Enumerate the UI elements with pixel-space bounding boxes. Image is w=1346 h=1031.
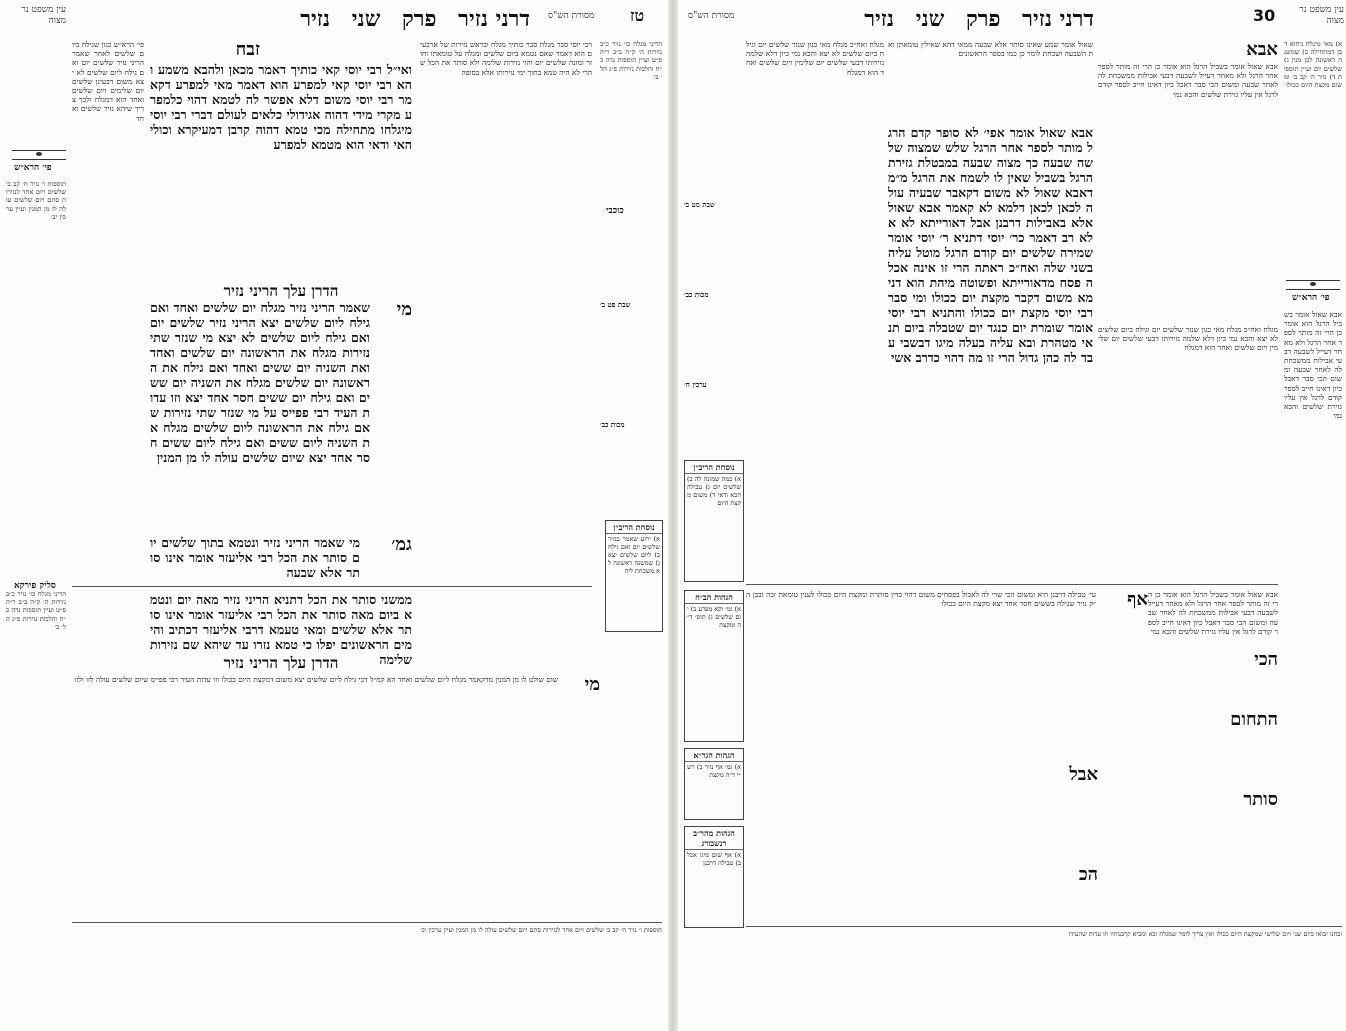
right-ranshburg-box: [684, 826, 744, 928]
right-masoret-header: מסורת הש"ס: [688, 11, 735, 21]
right-bach-box: [684, 590, 744, 742]
right-margin-outer: א) מאי מיגלח ניחוא דבן דמתחילה ב) שמשנה ראשונה לכן מנין ג) שלשים יום ועיין תוספות ד) נזיר ה׳ קב ב׳ ומשום מקצת היום ככולו: [1284, 40, 1342, 90]
left-footnote-rule: [72, 922, 662, 923]
left-hadran-title-1: הדרן עלך הריני נזיר: [223, 282, 339, 300]
side-label: מכות כב׳: [684, 290, 709, 299]
side-label: שבת פט ב׳: [600, 300, 631, 309]
rosh-heading: פי׳ הרא״ש: [1292, 293, 1330, 303]
right-lower-lead-word: אף: [1127, 589, 1148, 610]
left-tosafot-column: פי׳ הרא״ש כגון שגילח ביום שלשים לאחר שאמר הריני נזיר שלשים יום ואם גילח ליום שלשים לא יצא משום דבעינן שלשים יום שלימים ויום שלשים ואחד הוא דמגלח ולכך צריך שיהא נזיר שלשים ואחד: [72, 40, 144, 123]
header-word: נזיר: [864, 6, 895, 32]
left-main-text: ואי״ל רבי יוסי קאי כותיך דאמר מכאן ולהבא משמע והא רבי יוסי קאי למפרע הוא דאמר מאי למפרע דקאמר רבי יוסי משום דלא אפשר לה לטמא דהוי כלמפרע מקרי מידי דהוה אגידולי כלאים לעולם דברי רבי יוסי מיגלחו מתחילה מכי טמא דהוה קרבן דמעיקרא וכולי האי ודאי הוא מטמא למפרע: [150, 62, 412, 152]
right-gra-box: [684, 748, 744, 820]
right-rosh-column: אבא שאול אומר בשביל הרגל הוא אומר כן הרי זה מותר לספר אחר הרגל ולא מאחר דעייל לשבעה דבעי אבילות ממשכחת לה לאחר שבעה ומשום הכי סבר דאבל כיון דאינו חייב לספר קודם לרגל אין עליו גזירת שלשים והכא נמי: [1284, 310, 1342, 421]
right-lower-rashi: אבא שאול אומר בשביל הרגל הוא אומר כן הרי זה מותר לספר אחר הרגל ולא מאחר דעייל לשבעה דבעי אבילות ממשכחת לה לאחר שבעה ומשום הכי סבר דאבל כיון דאינו חייב לספר קודם לרגל אין עליו גזירת שלשים והכא נמי: [1148, 590, 1278, 636]
rosh-heading: פי׳ הרא״ש: [14, 163, 52, 173]
side-label: כוכבי: [606, 206, 624, 216]
right-footnotes: ובחנו יבואו ביום שני ויום שלישי שמקצת היום ככולו ואין צריך לומר שמגלח ובא ומביא קרבנותיו וזו עדות שהעידו: [1068, 930, 1342, 938]
right-rashi-column-cont: מגלח ואח״כ מגלח מאי כגון שנזר שלשים יום וגילח ביום שלשים לא יצא והכא נמי כיון דלא שלמה נזירותו דבעי שלשים יום שלימין ויום שלשים ואחד הוא דמגלח: [1098, 325, 1278, 353]
box-body: א) ירוע שאמר בנזיר שלשים יום ואם גילח ב) ליום שלשים יצא ג) שמשנה ראשונה לא משכחת ליה: [608, 535, 660, 575]
lower-lead-word: הכי: [1254, 649, 1278, 670]
box-body: א) גמ׳ אף נזיר ב) רש״י ד״ה מקצת: [687, 763, 741, 779]
right-intro-lead-word: אבא: [1246, 39, 1278, 60]
right-rashi-column: אבא שאול אומר בשביל הרגל הוא אומר כן הרי זה מותר לספר אחר הרגל ולא מאחר דעייל לשבעה דבעי אבילות ממשכחת לה לאחר שבעה ומשום הכי סבר דאבל כיון דאינו חייב לספר קודם לרגל אין עליו גזירת שלשים והכא נמי: [1098, 62, 1278, 99]
left-running-header: [230, 4, 530, 34]
box-title: הגהות הגר״א: [685, 749, 743, 762]
left-hadran-title-2: הדרן עלך הריני נזיר: [223, 654, 339, 672]
left-mishna-lead-word: מי: [396, 299, 412, 320]
lower-lead-word: התחום: [1230, 709, 1278, 730]
left-gemara-lead-word: גמ׳: [391, 534, 412, 555]
left-ein-mishpat-header: עין משפט נר מצוה: [21, 5, 66, 26]
header-word: שני: [351, 6, 381, 32]
right-tosafot-column: מגלח ואח״כ מגלח מאי כגון שנזר שלשים יום וגילח ביום שלשים לא יצא והכא נמי כיון דלא שלמה נזירותו דבעי שלשים יום שלימין ויום שלשים ואחד הוא דמגלח: [746, 40, 884, 77]
left-mishna-text: שאמר הריני נזיר מגלח יום שלשים ואחד ואם גילח ליום שלשים יצא הריני נזיר שלשים יום ואם גילח ליום שלשים לא יצא מי שנזר שתי נזירות מגלח את הראשונה יום שלשים ואחד ואת השניה יום ששים ואחד ואם גילח את הראשונה יום שלשים מגלח את השניה יום ששים ואם גילח יום ששים חסר אחד יצא וזו עדות העיד רבי פפייס על מי שנזר שתי נזירות שאם גילח את הראשונה ליום שלשים מגלח את השניה ליום ששים ואם גילח ליום ששים חסר אחד יצא שיום שלשים עולה לו מן המנין: [150, 300, 370, 465]
ornament-divider: [12, 150, 66, 160]
left-margin-right: הריני מגלח כו׳ נזיר כ״ב נזירות ה׳ ק״ה ב״ב ר״ה פ״ט ועיין תוספות נדה כ״ח והלכות נזירות פ״ג הל׳ ב׳: [600, 40, 662, 81]
side-label: מכות כב׳: [600, 420, 625, 429]
lower-lead-word: אבל: [1069, 764, 1098, 785]
left-lower-lead-word: מי: [584, 674, 600, 695]
left-lower-margin: הריני מגלח כו׳ נזיר כ״ב נזירות ה׳ ק״ה ב״ב ר״ה פ״ט ועיין תוספות נדה כ״ח והלכות נזירות פ״ג הל׳ ב׳: [6, 590, 66, 631]
side-label: ערכין ח׳: [684, 380, 707, 389]
left-lower-main-text: ממשני סותר את הכל דתניא הריני נזיר מאה יום ונטמא ביום מאה סותר את הכל רבי אליעזר אומר אינו סותר אלא שלשים ומאי טעמא דרבי אליעזר דכתיב והימים הראשונים יפלו כי טמא נזרו עד שיהא שם נזירות שלימה: [150, 592, 412, 667]
perek-end-label: סליק פירקא: [14, 581, 56, 591]
lower-lead-word: סותר: [1243, 789, 1278, 810]
ornament-divider: [1286, 280, 1340, 290]
book-gutter: [668, 0, 678, 1031]
right-intro-text: שאול אומר שמע שאינו סותר אלא שבעה ממאי דהא שאילין טומאתן ואת השבעה ושכחת לומר כן כמו בספר הראשונים: [888, 40, 1093, 59]
header-word: דרני נזיר: [1022, 6, 1094, 32]
right-main-text: אבא שאול אומר אפי׳ לא סופר קדם הרגל מותר לספר אחר הרגל שלש שמצוה שלשה שבעה כך מצוה שבעה במבטלת גזירת הרגל בשביל שאין לו לשמח את הרגל מ״מ דאבא שאול לא משום דקאבר שבעיה עולה לכאן לכאן דלמא לא קאמר אבא שאול אלא באבילות דרבנן אבל דאורייתא לא אלא רב דאמר כר׳ יוסי דתניא ר׳ יוסי אומר שמירה שלשים יום קודם הרגל מוטל עליה בשני שלה ואח״כ ראתה הרי זו אינה אכלה פסח מדאורייתא ופשוטה מיהת הוא דנימא משום דקבר מקצת יום ככולו ומי סבר רבי יוסי מקצת יום ככולו והתניא רבי יוסי אומר שומרת יום כנגד יום שטבלה ביום תנאי מטהרת ובא עליה בעלה מיגו דבשבי עבד לה כהן גדול הרי זו מה דהוי כדרב אשי: [888, 125, 1093, 365]
left-rashi-column: רבי יוסי סבר מגלח סבר כותיך מגלח ובראש נזירות של ארבעים הוא דאמר שאם נטמא ביום שלשים ומגלח על טומאתו וחוזר ומונה שלשים יום והוי נזירות שלימה ולא סותר את הכל שהרי לא היה טמא בתוך ימי נזירותו אלא בסופה: [420, 40, 592, 77]
left-gemara-text: מי שאמר הריני נזיר ונטמא בתוך שלשים יום סותר את הכל רבי אליעזר אומר אינו סותר אלא שבעה: [150, 535, 360, 580]
box-body: א) אף שום מיגו אכל ב) טבילה דרבנן: [687, 851, 741, 867]
right-page: [678, 0, 1346, 1031]
left-masoret-header: מסורת הש"ס: [548, 11, 595, 21]
left-margin-left: תוספות ו׳ נזיר ח׳ קב ב׳ שלשים ויום אחד לנזירות סתם ויום שלשים עולה לו מן המנין ועיין ערכין יב׳: [6, 180, 66, 221]
right-folio-number: 30: [1253, 6, 1276, 25]
left-folio-number: טז: [630, 6, 645, 25]
left-section-rule: [72, 586, 592, 587]
right-footnote-rule: [746, 926, 1342, 927]
header-word: פרק: [401, 6, 437, 32]
side-label: שבת מט ב׳: [684, 200, 715, 209]
header-word: שני: [915, 6, 945, 32]
left-lower-rashi: שום שולט לו מן המנין מדקאמר מגלח ליום שלשים ואחד הא קמ״ל דכי גילח ליום שלשים יצא משום דמקצת היום ככולו וזו עדות העיד רבי פפייס שיום שלשים עולה לזו ולזו: [74, 675, 558, 684]
right-lower-tosafot: עי׳ טבילה דרבנן היא ומשום הכי שרי לה לאכול בפסחים משום דהוי כדין סותרת ומקצת היום ככולו לענין טומאת זבה ובכן ה״ק נזיר שגילח בששים חסר אחד יצא מקצת היום ככולו: [746, 590, 1096, 609]
box-title: הגהות מהר״ב רנשבורג: [685, 827, 743, 850]
header-word: פרק: [965, 6, 1001, 32]
header-word: דרני נזיר: [458, 6, 530, 32]
lower-lead-word: הכ: [1078, 864, 1098, 885]
header-word: נזיר: [300, 6, 331, 32]
left-footnotes: תוספות ו׳ נזיר ח׳ קב ב׳ שלשים ויום אחד לנזירות סתם ויום שלשים עולה לו מן המנין ועיין ערכין יב׳: [420, 926, 662, 934]
right-running-header: [774, 4, 1094, 34]
left-nusach-box: [605, 520, 663, 632]
right-ein-mishpat-header: עין משפט נר מצוה: [1299, 5, 1344, 26]
box-title: נוסחת הריב״ן: [685, 461, 743, 474]
left-intro-lead-word: זבח: [235, 39, 260, 60]
box-body: א) גמ׳ וקא מפרע ב) יום שלשים ג) תוס׳ ד״ה ומקצת: [687, 605, 741, 629]
left-page: [0, 0, 668, 1031]
right-nusach-box: [684, 460, 744, 582]
box-title: הגהות הב״ח: [685, 591, 743, 604]
box-body: א) כמה שמונה לה ב) שלשים יום ג) טבילה הכא ודאי ד) משום מקצת היום: [687, 475, 741, 507]
box-title: נוסחת הריב״ן: [606, 521, 662, 534]
right-section-rule: [746, 584, 1278, 585]
